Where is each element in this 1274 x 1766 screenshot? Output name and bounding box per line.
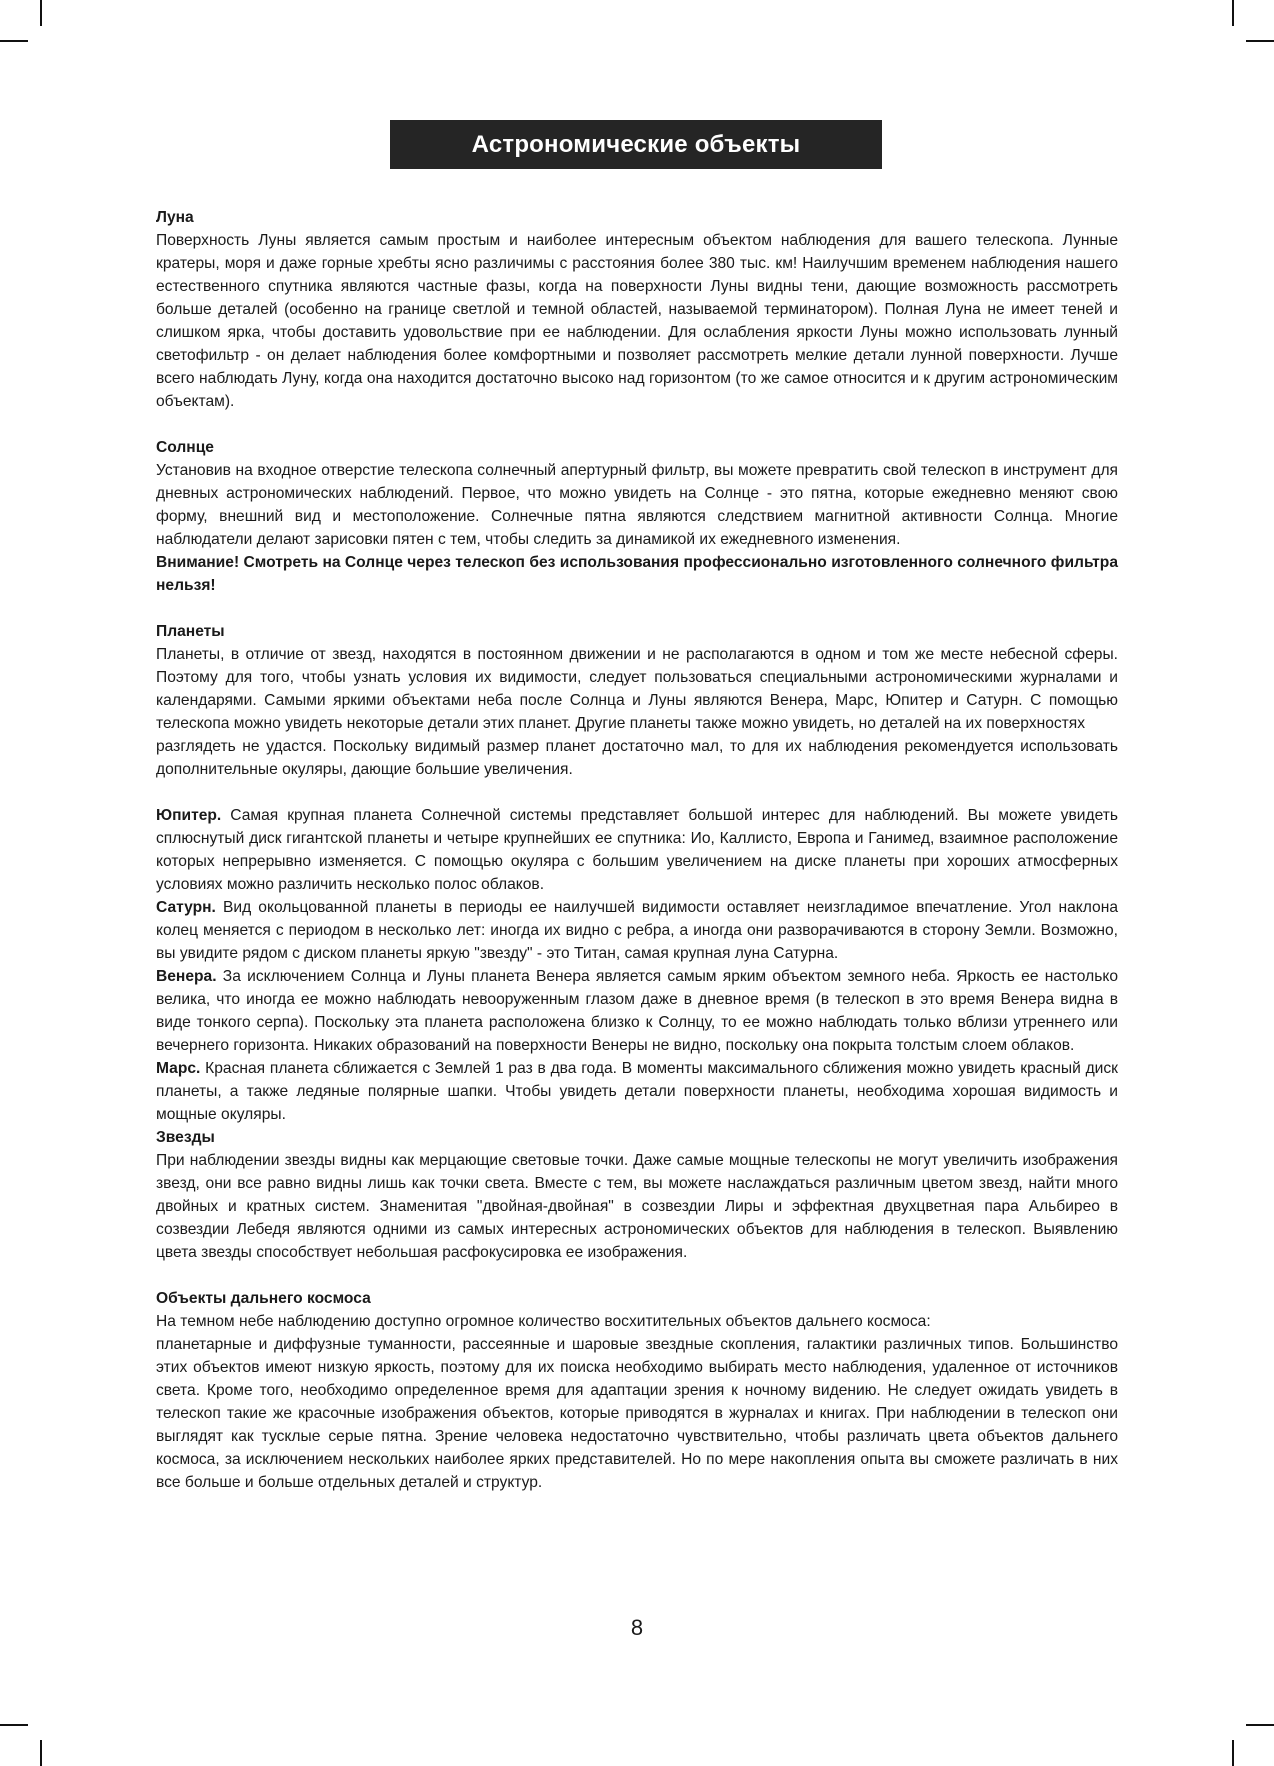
crop-mark-br-v [1232, 1740, 1234, 1766]
deep-space-text: планетарные и диффузные туманности, рассеянные и шаровые звездные скопления, галактики различных типов. Большинство этих объектов имеют низкую яркость, поэтому для их поиска необходимо выбирать место наблюдения, удаленное от источников света. Кроме того, необходимо определенное время для адаптации зрения к ночному видению. Не следует ожидать увидеть в телескоп такие же красочные изображения объектов, которые приводятся в журналах и книгах. При наблюдении в телескоп они выглядят как тусклые серые пятна. Зрение человека недостаточно чувствительно, чтобы различать цвета объектов дальнего космоса, за исключением нескольких наиболее ярких представителей. Но по мере накопления опыта вы сможете различать в них все больше и больше отдельных деталей и структур. [156, 1336, 1118, 1491]
jupiter-name: Юпитер. [156, 807, 222, 824]
page-number: 8 [630, 1615, 644, 1640]
venus-paragraph [156, 965, 1118, 1057]
moon-text: Поверхность Луны является самым простым и наиболее интересным объектом наблюдения для вашего телескопа. Лунные кратеры, моря и даже горные хребты ясно различимы с расстояния более 380 тыс. км! Наилучшим временем наблюдения нашего естественного спутника являются частные фазы, когда на поверхности Луны видны тени, дающие возможность рассмотреть больше деталей (особенно на границе светлой и темной областей, называемой терминатором). Полная Луна не имеет теней и слишком ярка, чтобы доставить удовольствие при ее наблюдении. Для ослабления яркости Луны можно использовать лунный светофильтр - он делает наблюдения более комфортными и позволяет рассмотреть мелкие детали лунной поверхности. Лучше всего наблюдать Луну, когда она находится достаточно высоко над горизонтом (то же самое относится и к другим астрономическим объектам). [156, 232, 1118, 410]
venus-text: За исключением Солнца и Луны планета Венера является самым ярким объектом земного неба. Яркость ее настолько велика, что иногда ее можно наблюдать невооруженным глазом даже в дневное время (в телескоп в это время Венера видна в виде тонкого серпа). Поскольку эта планета расположена близко к Солнцу, то ее можно наблюдать только вблизи утреннего или вечернего горизонта. Никаких образований на поверхности Венеры не видно, поскольку она покрыта толстым слоем облаков. [156, 968, 1118, 1054]
crop-mark-br-h [1246, 1724, 1274, 1726]
deep-space-heading: Объекты дальнего космоса [156, 1290, 371, 1307]
moon-heading: Луна [156, 209, 194, 226]
venus-name: Венера. [156, 968, 217, 985]
crop-mark-tl-v [40, 0, 42, 26]
document-body [156, 206, 1118, 1494]
planets-text-1: Планеты, в отличие от звезд, находятся в постоянном движении и не располагаются в одном и том же месте небесной сферы. Поэтому для того, чтобы узнать условия их видимости, следует пользоваться специальными астрономическими журналами и календарями. Самыми яркими объектами неба после Солнца и Луны являются Венера, Марс, Юпитер и Сатурн. С помощью телескопа можно увидеть некоторые детали этих планет. Другие планеты также можно увидеть, но деталей на их поверхностях [156, 646, 1118, 732]
sun-warning: Внимание! Смотреть на Солнце через телескоп без использования профессионально изготовленного солнечного фильтра нельзя! [156, 554, 1118, 594]
mars-paragraph [156, 1057, 1118, 1126]
page-title: Астрономические объекты [390, 120, 882, 169]
deep-space-line-1: На темном небе наблюдению доступно огромное количество восхитительных объектов дальнего космоса: [156, 1313, 931, 1330]
mars-name: Марс. [156, 1060, 201, 1077]
crop-mark-tr-v [1232, 0, 1234, 26]
saturn-name: Сатурн. [156, 899, 216, 916]
planets-text-2: разглядеть не удастся. Поскольку видимый размер планет достаточно мал, то для их наблюдения рекомендуется использовать дополнительные окуляры, дающие большие увеличения. [156, 738, 1118, 778]
sun-text: Установив на входное отверстие телескопа солнечный апертурный фильтр, вы можете превратить свой телескоп в инструмент для дневных астрономических наблюдений. Первое, что можно увидеть на Солнце - это пятна, которые ежедневно меняют свою форму, внешний вид и местоположение. Солнечные пятна являются следствием магнитной активности Солнца. Многие наблюдатели делают зарисовки пятен с тем, чтобы следить за динамикой их ежедневного изменения. [156, 462, 1118, 548]
saturn-paragraph [156, 896, 1118, 965]
sun-heading: Солнце [156, 439, 214, 456]
crop-mark-bl-h [0, 1724, 28, 1726]
jupiter-paragraph [156, 804, 1118, 896]
planets-heading: Планеты [156, 623, 225, 640]
jupiter-text: Самая крупная планета Солнечной системы представляет большой интерес для наблюдений. Вы можете увидеть сплюснутый диск гигантской планеты и четыре крупнейших ее спутника: Ио, Каллисто, Европа и Ганимед, взаимное расположение которых непрерывно изменяется. С помощью окуляра с большим увеличением на диске планеты при хороших атмосферных условиях можно различить несколько полос облаков. [156, 807, 1118, 893]
crop-mark-tl-h [0, 40, 28, 42]
crop-mark-bl-v [40, 1740, 42, 1766]
mars-text: Красная планета сближается с Землей 1 раз в два года. В моменты максимального сближения можно увидеть красный диск планеты, а также ледяные полярные шапки. Чтобы увидеть детали поверхности планеты, необходима хорошая видимость и мощные окуляры. [156, 1060, 1118, 1123]
crop-mark-tr-h [1246, 40, 1274, 42]
stars-text: При наблюдении звезды видны как мерцающие световые точки. Даже самые мощные телескопы не могут увеличить изображения звезд, они все равно видны лишь как точки света. Вместе с тем, вы можете наслаждаться различным цветом звезд, найти много двойных и кратных систем. Знаменитая "двойная-двойная" в созвездии Лиры и эффектная двухцветная пара Альбирео в созвездии Лебедя являются одними из самых интересных астрономических объектов для наблюдения в телескоп. Выявлению цвета звезды способствует небольшая расфокусировка ее изображения. [156, 1152, 1118, 1261]
saturn-text: Вид окольцованной планеты в периоды ее наилучшей видимости оставляет неизгладимое впечатление. Угол наклона колец меняется с периодом в несколько лет: иногда их видно с ребра, а иногда они разворачиваются в сторону Земли. Возможно, вы увидите рядом с диском планеты яркую "звезду" - это Титан, самая крупная луна Сатурна. [156, 899, 1118, 962]
stars-heading: Звезды [156, 1129, 215, 1146]
